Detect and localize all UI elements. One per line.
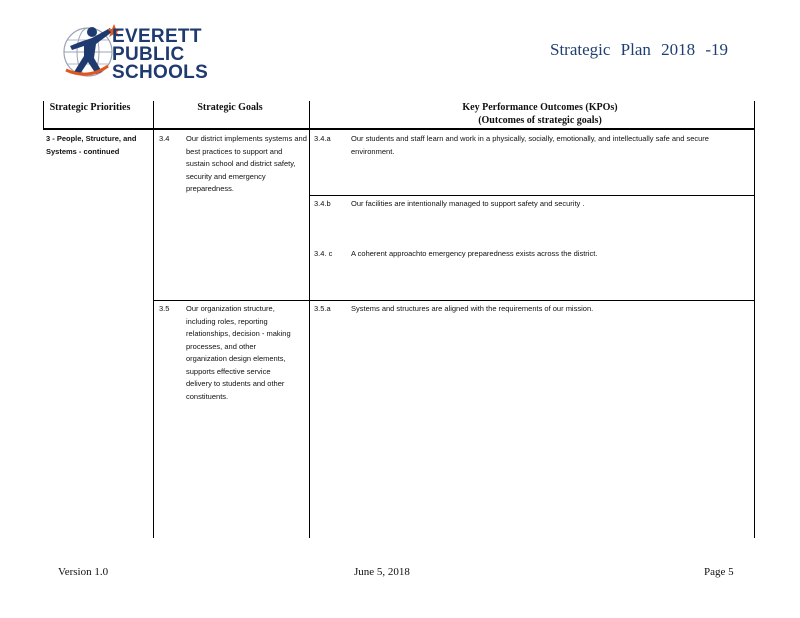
header-kpo-line2: (Outcomes of strategic goals) [478, 115, 602, 126]
goal-text: Our organization structure, including roles, reporting relationships, decision - making processes, and other organization design elements, supports effective service delivery to students and other constituents. [186, 304, 291, 401]
kpo-number: 3.4.a [314, 134, 331, 143]
kpo-text: Our facilities are intentionally managed to support safety and security . [351, 199, 585, 208]
table-border-right [754, 101, 755, 538]
kpo-text: Our students and staff learn and work in a physically, socially, emotionally, and intellectually safe and secure environment. [351, 134, 709, 156]
date-label: June 5, 2018 [354, 566, 410, 578]
kpo-divider-3-4a [309, 195, 754, 196]
version-label: Version 1.0 [58, 566, 109, 578]
kpo-number: 3.5.a [314, 304, 331, 313]
kpo-text: Systems and structures are aligned with the requirements of our mission. [351, 304, 594, 313]
header-strategic-goals: Strategic Goals [197, 102, 263, 113]
column-divider-1 [153, 101, 154, 538]
table-header-divider [43, 128, 754, 130]
header-kpo-line1: Key Performance Outcomes (KPOs) [462, 102, 618, 113]
kpo-text: A coherent approachto emergency preparedness exists across the district. [351, 249, 598, 258]
column-divider-2 [309, 101, 310, 538]
strategic-priority-text: 3 - People, Structure, and Systems - continued [46, 134, 137, 156]
goal-number: 3.5 [159, 304, 170, 313]
document-title: Strategic Plan 2018 -19 [550, 40, 729, 59]
page-number: Page 5 [704, 566, 734, 578]
table-border-left [43, 101, 44, 129]
logo-wordmark: EVERETT PUBLIC SCHOOLS [112, 26, 209, 83]
goal-text: Our district implements systems and best practices to support and sustain school and district safety, security and emergency preparedness. [186, 134, 307, 193]
kpo-number: 3.4.b [314, 199, 331, 208]
kpo-number: 3.4. c [314, 249, 333, 258]
goal-divider-3-4 [153, 300, 754, 301]
goal-number: 3.4 [159, 134, 170, 143]
header-strategic-priorities: Strategic Priorities [49, 102, 131, 113]
